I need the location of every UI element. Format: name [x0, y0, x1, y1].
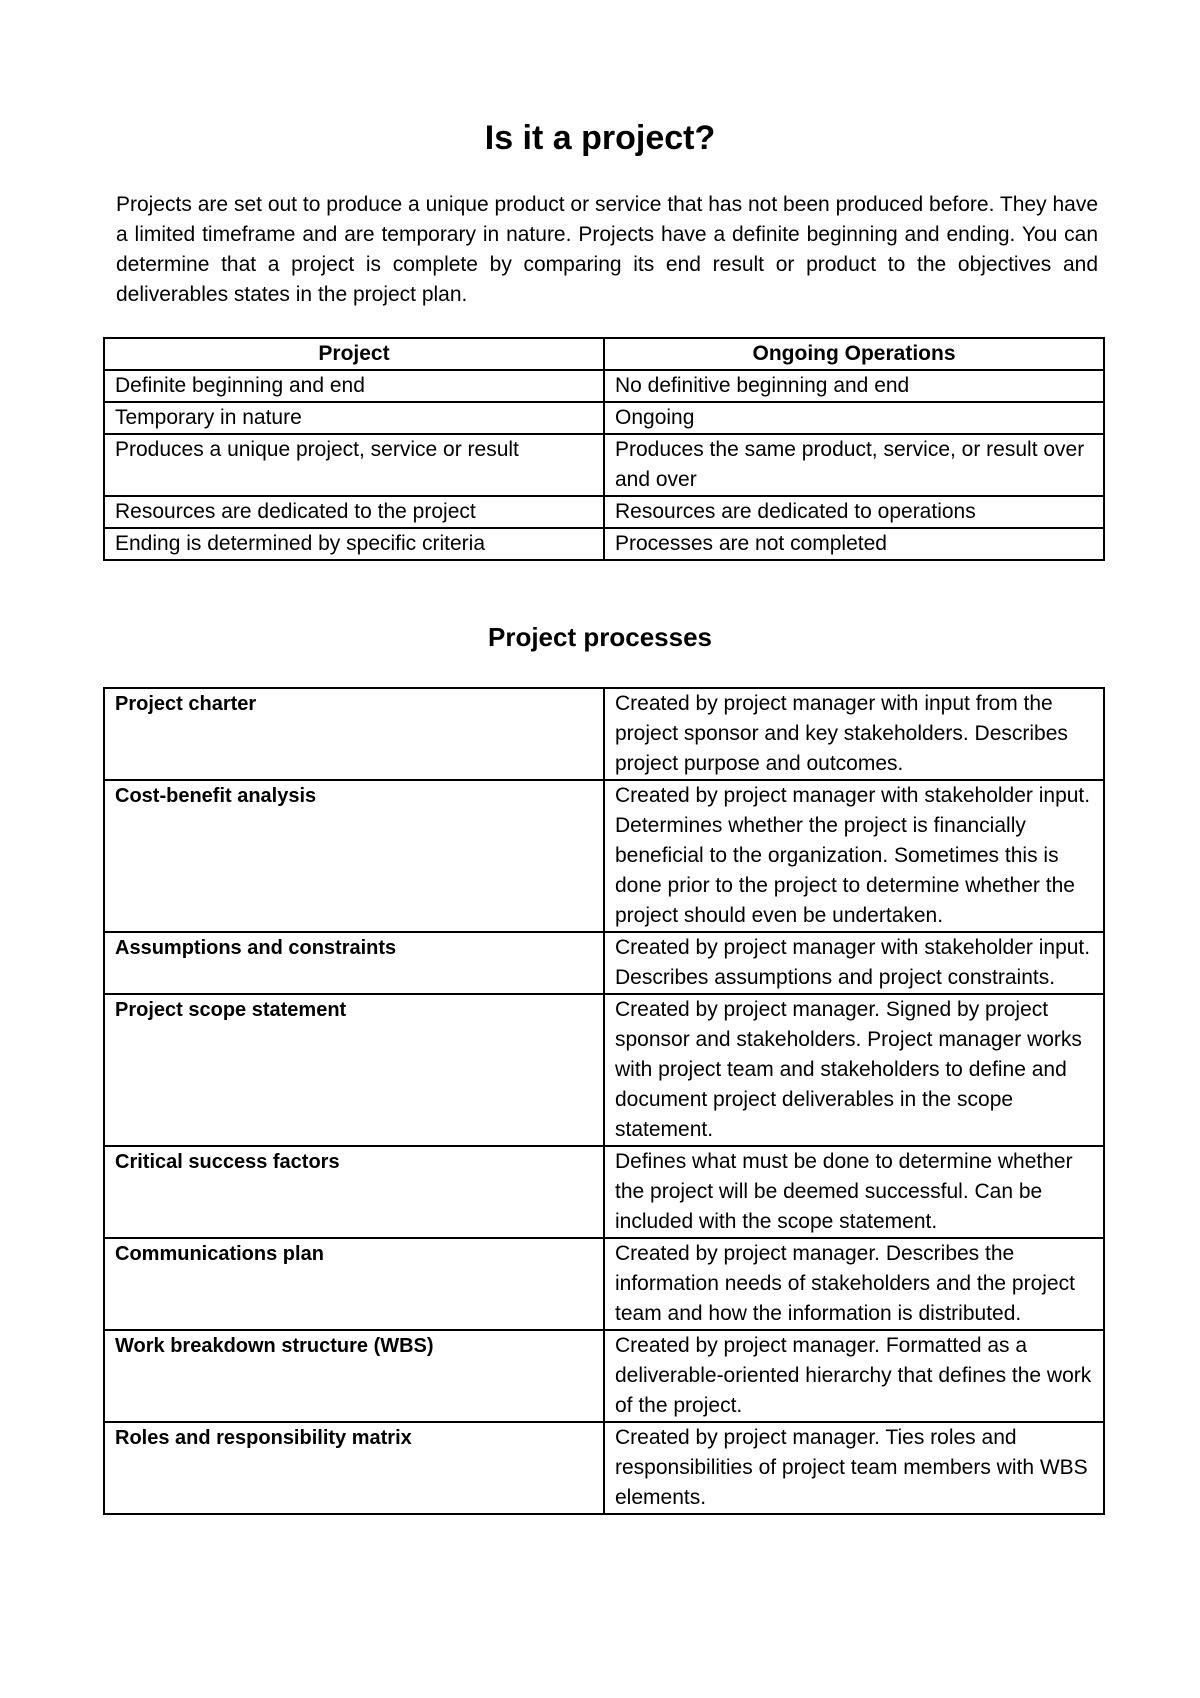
- column-header-ongoing-operations: Ongoing Operations: [604, 338, 1104, 370]
- project-cell: Temporary in nature: [104, 402, 604, 434]
- intro-paragraph: Projects are set out to produce a unique product or service that has not been produced before. They have a limited timeframe and are temporary in nature. Projects have a definite beginning and ending. You can determine that a project is complete by comparing its end result or product to the objectives and deliverables states in the project plan.: [116, 193, 1098, 306]
- process-name: Work breakdown structure (WBS): [104, 1330, 604, 1422]
- process-name: Roles and responsibility matrix: [104, 1422, 604, 1514]
- table-row: [104, 932, 1104, 994]
- process-description: Created by project manager. Ties roles and responsibilities of project team members with WBS elements.: [604, 1422, 1104, 1514]
- operations-cell: Produces the same product, service, or result over and over: [604, 434, 1104, 496]
- table-row: [104, 496, 1104, 528]
- table-row: [104, 1146, 1104, 1238]
- process-description: Created by project manager. Formatted as a deliverable-oriented hierarchy that defines the work of the project.: [604, 1330, 1104, 1422]
- comparison-table: [103, 337, 1105, 561]
- operations-cell: Processes are not completed: [604, 528, 1104, 560]
- column-header-project: Project: [104, 338, 604, 370]
- process-name: Communications plan: [104, 1238, 604, 1330]
- process-description: Created by project manager. Describes the information needs of stakeholders and the project team and how the information is distributed.: [604, 1238, 1104, 1330]
- process-description: Created by project manager with stakeholder input. Determines whether the project is financially beneficial to the organization. Sometimes this is done prior to the project to determine whether the project should even be undertaken.: [604, 780, 1104, 932]
- operations-cell: No definitive beginning and end: [604, 370, 1104, 402]
- table-row: [104, 1238, 1104, 1330]
- processes-table: [103, 687, 1105, 1515]
- table-row: [104, 780, 1104, 932]
- project-cell: Resources are dedicated to the project: [104, 496, 604, 528]
- table-row: [104, 688, 1104, 780]
- process-name: Critical success factors: [104, 1146, 604, 1238]
- process-name: Assumptions and constraints: [104, 932, 604, 994]
- process-name: Cost-benefit analysis: [104, 780, 604, 932]
- table-row: [104, 402, 1104, 434]
- process-description: Created by project manager. Signed by project sponsor and stakeholders. Project manager works with project team and stakeholders to define and document project deliverables in the scope statement.: [604, 994, 1104, 1146]
- comparison-header-row: [104, 338, 1104, 370]
- process-name: Project scope statement: [104, 994, 604, 1146]
- section-title-processes: Project processes: [487, 622, 712, 652]
- project-cell: Definite beginning and end: [104, 370, 604, 402]
- process-description: Created by project manager with stakeholder input. Describes assumptions and project constraints.: [604, 932, 1104, 994]
- table-row: [104, 1422, 1104, 1514]
- table-row: [104, 528, 1104, 560]
- process-name: Project charter: [104, 688, 604, 780]
- project-cell: Produces a unique project, service or result: [104, 434, 604, 496]
- process-description: Defines what must be done to determine whether the project will be deemed successful. Can be included with the scope statement.: [604, 1146, 1104, 1238]
- process-description: Created by project manager with input from the project sponsor and key stakeholders. Describes project purpose and outcomes.: [604, 688, 1104, 780]
- table-row: [104, 994, 1104, 1146]
- operations-cell: Ongoing: [604, 402, 1104, 434]
- project-cell: Ending is determined by specific criteria: [104, 528, 604, 560]
- table-row: [104, 434, 1104, 496]
- table-row: [104, 1330, 1104, 1422]
- operations-cell: Resources are dedicated to operations: [604, 496, 1104, 528]
- page-title: Is it a project?: [484, 119, 716, 157]
- table-row: [104, 370, 1104, 402]
